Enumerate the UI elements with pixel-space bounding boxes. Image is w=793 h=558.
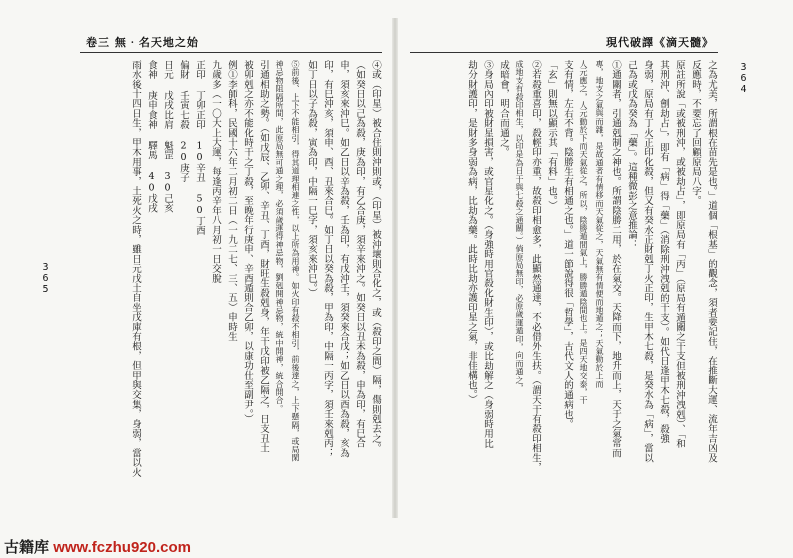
right-header-rule <box>410 52 718 53</box>
site-watermark[interactable] <box>4 536 191 557</box>
text-column: 如丁日以子為殺，寅為印，中隔一巳字，須亥來沖巳。） <box>306 60 317 298</box>
text-column: 身弱，原局有丁火正印化殺，但又有癸水正財剋丁火正印，生甲木七殺，是癸水為「病」，當以 <box>642 60 653 463</box>
left-running-header: 卷三 無‧名天地之始 <box>86 36 199 49</box>
left-page-number: 365 <box>40 262 51 295</box>
text-column: 反應時，不要忘了回顧原局八字。 <box>690 60 701 206</box>
text-column: 雨水後十四日生，甲木用事，土死火之時，雖日元戊土自坐戊庫有根，但甲與交集，身弱，當以火 <box>130 60 141 478</box>
text-column: 原註所說「或被刑沖，或被劫占」，即原局有「丙」（原局有遁關之干支但被刑沖洩剋）、「和 <box>674 60 685 449</box>
book-gutter <box>392 18 398 518</box>
left-header-rule <box>80 52 382 53</box>
text-column: ⑤前後、上下不能相引，得其道理相連之性，以上所為用神。如火印有殺不相引，前後達之，上下懸隔，或局閑 <box>291 60 300 462</box>
text-column: 成暗會，明合而通之。 <box>498 60 509 157</box>
right-running-header: 現代破譯《滴天髓》 <box>606 36 714 49</box>
text-column: 申，須亥來沖巳。如乙日以辛為殺，壬為印，有戊沖壬，須癸來合戊；如乙日以酉為殺，亥為 <box>338 60 349 458</box>
text-column: ①通關者，引通剋制之神也。所謂陰勝二用，於在氣交。天降而下，地升而上，天于之氣常而 <box>610 60 621 458</box>
text-column: ③身局內印被財星損害，或官星化之。（身強時用官殺化財生印），或比劫解之（身弱時用比 <box>482 60 493 449</box>
chart-column: 食神 庚申食神 驛馬 40戊戌 <box>146 60 157 213</box>
text-column: 九歲多（一〇大上大運，每逢丙辛年八月初一日交脫 <box>210 60 221 284</box>
watermark-url[interactable]: www.fczhu920.com <box>53 539 191 556</box>
text-column: 之為尤美，所謂根在苗先是也。」道個「根基」的觀念，須者要記住，在推斷大運、流年吉凶及 <box>706 60 717 463</box>
text-column: ②若殺重喜印，殺輕印亦重，故殺印相愈多，此顯然通達，不必借外生扶。（謂天干有殺印相生， <box>530 60 541 473</box>
text-column: 被卯剋之亦不能化時干之丁殺，至晚年行庚申、辛酉遁則合乙卯，以康功仕至副尹。） <box>242 60 253 424</box>
text-column: 「玄」則無以顯示其「有料」也。） <box>546 60 557 211</box>
text-column: （如癸日以己為殺，庚為印，有乙合庚，須辛來沖之。如癸日以丑未為殺，申為印，有巳合 <box>354 60 365 448</box>
text-column: 劫分財護印，是財多身弱為病，比劫為藥。此時比劫亦護印星之氣，非佳構也。） <box>466 60 477 405</box>
text-column: 神忌物阻隔所間，此原局無可通之理，必須歲運得神忌物，劉剋開神忌物，統中開神，統合開合。 <box>275 60 284 413</box>
text-column: 己為或戊為癸為「藥」。這種微彭之意推論： <box>626 60 637 250</box>
text-column: 人元應之，人元動於下而天氣從之，所以，陰勝遁間氣上，勝勝遁陰間也上。是四天地交泰，干 <box>579 60 588 405</box>
chart-column: 偏財 壬寅七殺 20庚子 <box>178 60 189 183</box>
text-column: 印，有巳沖亥，須申、酉、丑來合巳。如丁日以癸為殺，甲為印，中隔一丙字，須壬來剋丙； <box>322 60 333 458</box>
watermark-brand: 古籍库 <box>4 539 50 556</box>
right-page-number: 364 <box>738 62 749 95</box>
text-column: 支有情，左右不背。陰勝生有相通之也。」道一節說得很「哲學」，古代文人的通病也。 <box>562 60 573 429</box>
text-column: 其刑沖、劊劫占」，即有「病」得「藥」（消除刑沖洩剋的干支）。如代日逢甲木七殺，殺強 <box>658 60 669 444</box>
text-column: 例①李師科，民國十六年二月初二日（一九二七、三、五）申時生 <box>226 60 237 342</box>
text-column: 引通相助之勢。（如戊辰、乙卯、辛丑、丁酉，財旺生殺剋身，年干戊印被乙隔之，日支丑土 <box>258 60 269 453</box>
right-page-text <box>412 60 718 485</box>
chart-column: 日元 戊戌比肩 魁罡 30己亥 <box>162 60 173 213</box>
text-column: 成地支有殺印相生，以印是為日干與七殺之通關。）倘原局無印，必原歲運遁印，向而通之， <box>515 60 524 393</box>
left-page-text <box>78 60 382 485</box>
chart-column: 正印 丁卯正印 10辛丑 50丁酉 <box>194 60 205 236</box>
text-column: ④或（印星）被合住則沖則或，（印星）被沖壞則合化之，或（殺印之間）隔，傷則剋去之。 <box>370 60 381 453</box>
text-column: 專，地支之氣與而雜，是故通者有情移而天氣從之，天氣無有情便而地遁之；天氣動於上而 <box>595 60 604 388</box>
